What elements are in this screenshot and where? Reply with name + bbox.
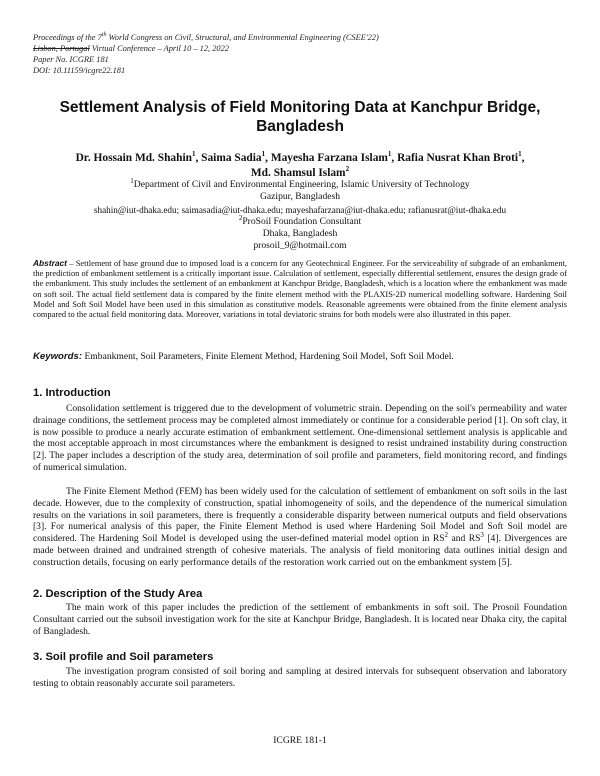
header-line-proceedings: Proceedings of the 7th World Congress on Civil, Structural, and Environmental Engineering (CSEE'22)	[33, 32, 379, 42]
affiliation-1: $^1$Department of Civil and Environmental Engineering, Islamic University of Technology	[130, 176, 470, 190]
header-line-paper-no: Paper No. ICGRE 181	[33, 54, 109, 64]
abstract-text: Settlement of base ground due to imposed load is a concern for any Geotechnical Engineer. For the serviceability of subgrade of an embankment, the prediction of embankment settlement is a critically important issue. Calculation of settlement, especially differential settlement, ensures the design grade of the embankment. This study includes the settlement of an embankment at Kanchpur Bridge, Bangladesh, which is a location where the embankment was made on soft soil. The actual field settlement data is compared by the finite element method with the PLAXIS-2D numerical modelling software. Hardening Soil Model and Soft Soil Model have been used in this simulation as constitutive models. Reasonable agreements were obtained from the finite element analysis compared to the actual field monitoring data. Moreover, variations in total deviatoric strains for both models were also illustrated in this paper.	[33, 259, 567, 320]
intro-paragraph-1: Consolidation settlement is triggered due to the development of volumetric strain. Depending on the soil's permeability and water drainage conditions, the settlement process may be completed almost immediately or continue for a considerable period [1]. On soft clay, it is now possible to produce a nearly accurate estimation of embankment settlement. One-dimensional settlement analysis is applicable and the most acceptable approach in most circumstances where the embankment is designed to resist undrained instability during construction [2]. The paper includes a description of the study area, determination of soil profile and parameters, field monitoring record, and findings of numerical simulation.	[33, 403, 567, 473]
affiliation-2: $^2$ProSoil Foundation Consultant	[238, 213, 362, 227]
author: Md. Shamsul Islam$^2$	[250, 165, 350, 179]
author-list	[30, 151, 570, 181]
affiliations	[30, 176, 570, 253]
study-area-paragraph: The main work of this paper includes the prediction of the settlement of embankments in soft soil. The Prosoil Foundation Consultant carried out the subsoil investigation work for the site at Kanchpur Bridge, Bangladesh. It is located near Dhaka city, the capital of Bangladesh.	[33, 602, 567, 637]
keywords-label: Keywords:	[33, 351, 83, 362]
header-line-doi: DOI: 10.11159/icgre22.181	[33, 65, 126, 75]
author: Saima Sadia$^1$,	[201, 150, 271, 164]
intro-paragraph-2: The Finite Element Method (FEM) has been widely used for the calculation of settlement of embankment on soft soils in the last decade. However, due to the complexity of construction, spatial inhomogeneity of soils, and the dependence of the numerical simulation results on the variations in soil parameters, there is frequently a considerable disparity between numerical outputs and field observations [3]. For numerical analysis of this paper, the Finite Element Method is used where Hardening Soil Model and Soft Soil model are considered. The Hardening Soil Model is developed using the user-defined material model option in $RS^2$ and $RS^3$ [4]. Divergences are made between drained and undrained strength of cohesive materials. The analysis of field monitoring data outlines initial design and construction details, focusing on early performance details of the restoration work carried out on the embankment system [5].	[33, 486, 567, 568]
conference-header	[33, 30, 379, 76]
affiliation-2-email: prosoil_9@hotmail.com	[253, 240, 347, 252]
keywords	[33, 351, 567, 363]
author: Mayesha Farzana Islam$^1$,	[270, 150, 398, 164]
keywords-text: Embankment, Soil Parameters, Finite Element Method, Hardening Soil Model, Soft Soil Model.	[82, 351, 454, 362]
affiliation-1-emails: shahin@iut-dhaka.edu; saimasadia@iut-dhaka.edu; mayeshafarzana@iut-dhaka.edu; rafianusrat@iut-dhaka.edu	[93, 204, 507, 215]
author: Rafia Nusrat Khan Broti$^1$,	[397, 150, 525, 164]
section-heading-study-area: 2. Description of the Study Area	[33, 588, 203, 600]
section-heading-introduction: 1. Introduction	[33, 387, 111, 399]
header-line-venue: Lisbon, Portugal Virtual Conference – April 10 – 12, 2022	[33, 43, 229, 53]
author: Dr. Hossain Md. Shahin$^1$,	[75, 150, 202, 164]
abstract-label: Abstract	[33, 258, 67, 268]
page-footer: ICGRE 181-1	[273, 735, 327, 746]
paper-title: Settlement Analysis of Field Monitoring Data at Kanchpur Bridge, Bangladesh	[59, 99, 541, 135]
section-heading-soil-profile: 3. Soil profile and Soil parameters	[33, 651, 214, 663]
affiliation-1-city: Gazipur, Bangladesh	[259, 191, 341, 203]
soil-profile-paragraph: The investigation program consisted of soil boring and sampling at desired intervals for subsequent observation and laboratory testing to obtain reasonably accurate soil parameters.	[33, 666, 567, 689]
abstract: Abstract – Settlement of base ground due to imposed load is a concern for any Geotechnical Engineer. For the serviceability of subgrade of an embankment, the prediction of embankment settlement is a critically important issue. Calculation of settlement, especially differential settlement, ensures the design grade of the embankment. This study includes the settlement of an embankment at Kanchpur Bridge, Bangladesh, which is a location where the embankment was made on soft soil. The actual field settlement data is compared by the finite element method with the PLAXIS-2D numerical modelling software. Hardening Soil Model and Soft Soil Model have been used in this simulation as constitutive models. Reasonable agreements were obtained from the finite element analysis compared to the actual field monitoring data. Moreover, variations in total deviatoric strains for both models were also illustrated in this paper.	[33, 258, 567, 320]
affiliation-2-city: Dhaka, Bangladesh	[262, 228, 338, 240]
